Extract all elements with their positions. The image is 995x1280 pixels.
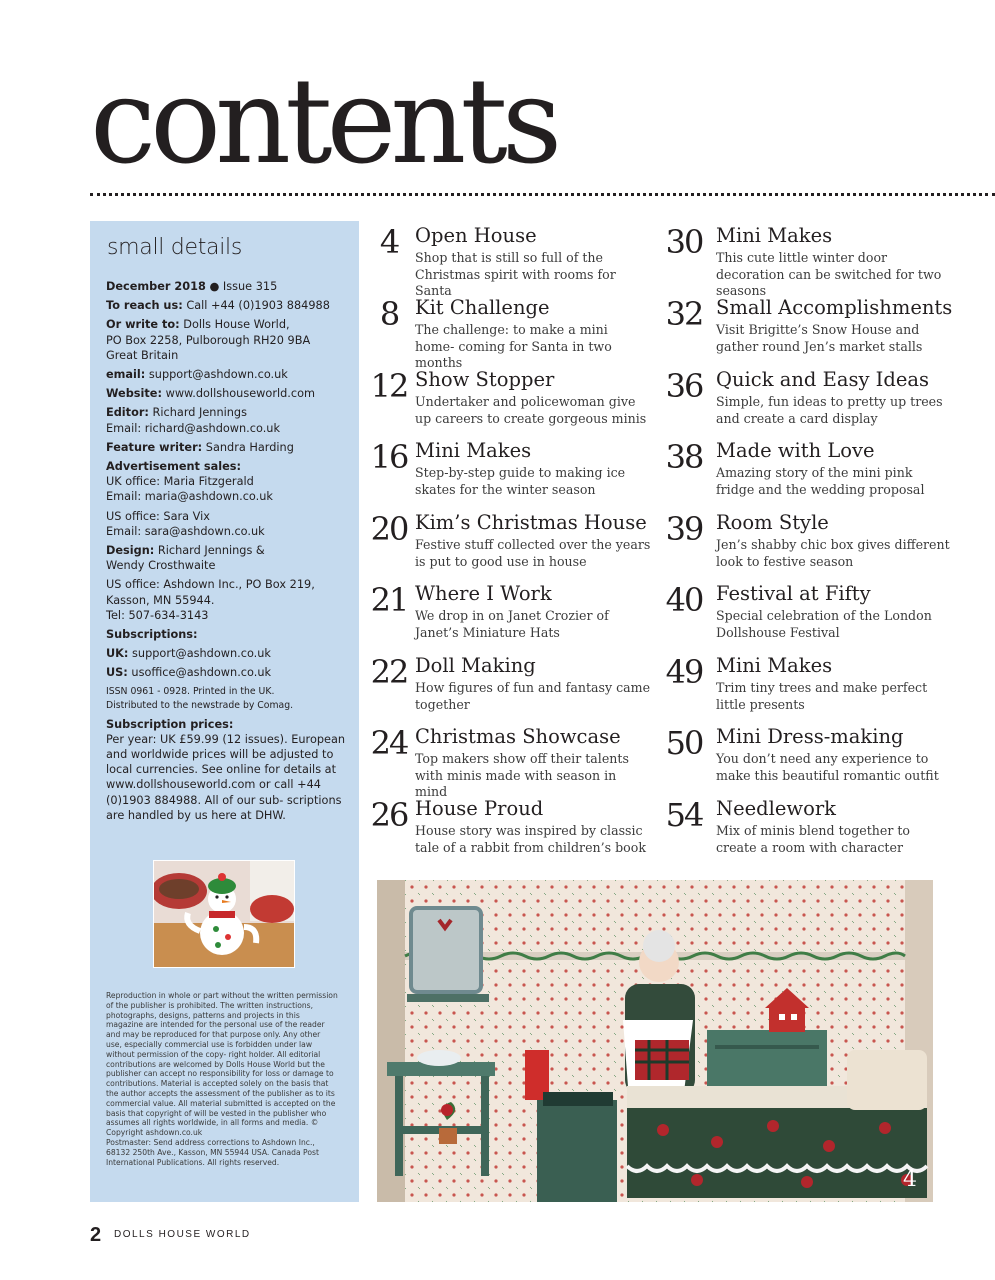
toc-page-number: 30 xyxy=(665,223,703,261)
reach-phone: Call +44 (0)1903 884988 xyxy=(186,299,330,313)
us-office-line: Kasson, MN 55944. xyxy=(106,593,215,607)
editor-label: Editor: xyxy=(106,406,149,420)
toc-page-number: 49 xyxy=(665,653,703,691)
magazine-name: DOLLS HOUSE WORLD xyxy=(114,1229,251,1240)
website-link[interactable]: www.dollshouseworld.com xyxy=(165,387,315,401)
toc-title: Quick and Easy Ideas xyxy=(716,368,930,391)
toc-title: Mini Dress-making xyxy=(716,725,904,748)
toc-description: Top makers show off their talents with minis made with season in mind xyxy=(415,751,629,799)
small-details-sidebar xyxy=(90,221,359,1202)
toc-page-number: 39 xyxy=(665,510,703,548)
us-office-line: US office: Ashdown Inc., PO Box 219, xyxy=(106,578,315,592)
toc-description: Visit Brigitte’s Snow House and gather round Jen’s market stalls xyxy=(716,322,923,354)
prices-text: Per year: UK £59.99 (12 issues). European and worldwide prices will be adjusted to local currencies. See online for details at www.dollshouseworld.com or call +44 (0)1903 884988. All of our sub- scriptions are handled by us here at DHW. xyxy=(106,732,346,822)
ad-us-email[interactable]: Email: sara@ashdown.co.uk xyxy=(106,524,265,538)
email-link[interactable]: support@ashdown.co.uk xyxy=(148,368,288,382)
design-name: Wendy Crosthwaite xyxy=(106,559,216,573)
ad-uk-email[interactable]: Email: maria@ashdown.co.uk xyxy=(106,490,273,504)
toc-description: Jen’s shabby chic box gives different look to festive season xyxy=(716,537,950,569)
toc-description: How figures of fun and fantasy came together xyxy=(415,680,651,712)
toc-title: Kit Challenge xyxy=(415,296,550,319)
sidebar-heading: small details xyxy=(107,235,242,260)
toc-description: Festive stuff collected over the years is put to good use in house xyxy=(415,537,651,569)
design-label: Design: xyxy=(106,544,155,558)
toc-description: Mix of minis blend together to create a room with character xyxy=(716,823,911,855)
photo-page-ref: 4 xyxy=(903,1167,917,1192)
subs-uk-email[interactable]: support@ashdown.co.uk xyxy=(132,647,271,661)
design-name: Richard Jennings & xyxy=(157,544,265,558)
toc-title: Show Stopper xyxy=(415,368,555,391)
toc-page-number: 36 xyxy=(665,367,703,405)
toc-description: Shop that is still so full of the Christmas spirit with rooms for Santa xyxy=(415,250,616,298)
subs-us-email[interactable]: usoffice@ashdown.co.uk xyxy=(131,666,272,680)
toc-description: The challenge: to make a mini home- coming for Santa in two months xyxy=(415,322,612,370)
toc-description: House story was inspired by classic tale of a rabbit from children’s book xyxy=(415,823,646,855)
ad-us-office: US office: Sara Vix xyxy=(106,509,210,523)
distribution-line: Distributed to the newstrade by Comag. xyxy=(106,699,294,711)
toc-description: We drop in on Janet Crozier of Janet’s Miniature Hats xyxy=(415,608,609,640)
issue-date: December 2018 xyxy=(106,280,206,293)
toc-description: Undertaker and policewoman give up careers to create gorgeous minis xyxy=(415,394,647,426)
editor-email[interactable]: Email: richard@ashdown.co.uk xyxy=(106,421,280,435)
toc-title: Made with Love xyxy=(716,439,875,462)
write-label: Or write to: xyxy=(106,318,180,332)
toc-page-number: 22 xyxy=(370,653,408,691)
toc-title: House Proud xyxy=(415,797,544,820)
snowman-teapot-photo xyxy=(153,860,295,968)
toc-page-number: 26 xyxy=(370,796,408,834)
subscriptions-label: Subscriptions: xyxy=(106,628,198,642)
page-number: 2 xyxy=(90,1224,102,1246)
toc-page-number: 12 xyxy=(370,367,408,405)
toc-page-number: 21 xyxy=(370,581,408,619)
toc-description: Simple, fun ideas to pretty up trees and create a card display xyxy=(716,394,943,426)
toc-title: Where I Work xyxy=(415,582,552,605)
prices-label: Subscription prices: xyxy=(106,717,234,731)
dollhouse-bedroom-illustration xyxy=(377,880,933,1202)
issue-number: Issue 315 xyxy=(222,280,278,293)
toc-page-number: 8 xyxy=(379,295,399,333)
toc-description: Step-by-step guide to making ice skates for the winter season xyxy=(415,465,626,497)
toc-title: Christmas Showcase xyxy=(415,725,621,748)
toc-title: Doll Making xyxy=(415,654,536,677)
toc-description: This cute little winter door decoration can be switched for two seasons xyxy=(716,250,942,298)
toc-title: Small Accomplishments xyxy=(716,296,953,319)
email-label: email: xyxy=(106,368,146,382)
toc-page-number: 38 xyxy=(665,438,703,476)
toc-page-number: 32 xyxy=(665,295,703,333)
legal-notice xyxy=(106,991,338,1167)
subs-uk-label: UK: xyxy=(106,647,129,661)
toc-page-number: 50 xyxy=(665,724,703,762)
toc-title: Kim’s Christmas House xyxy=(415,511,647,534)
toc-page-number: 4 xyxy=(379,223,399,261)
toc-description: Amazing story of the mini pink fridge and the wedding proposal xyxy=(716,465,925,497)
subs-us-label: US: xyxy=(106,666,128,680)
toc-page-number: 54 xyxy=(665,796,703,834)
page-title: contents xyxy=(90,52,557,190)
toc-page-number: 24 xyxy=(370,724,408,762)
editor-name: Richard Jennings xyxy=(152,406,247,420)
toc-title: Room Style xyxy=(716,511,829,534)
dollhouse-bedroom-photo xyxy=(377,880,933,1202)
toc-title: Needlework xyxy=(716,797,836,820)
ad-sales-label: Advertisement sales: xyxy=(106,460,242,474)
write-line: PO Box 2258, Pulborough RH20 9BA xyxy=(106,333,311,347)
dotted-divider xyxy=(90,193,995,196)
toc-title: Open House xyxy=(415,224,537,247)
write-line: Great Britain xyxy=(106,348,179,362)
toc-title: Mini Makes xyxy=(716,224,833,247)
website-label: Website: xyxy=(106,387,162,401)
legal-text: Reproduction in whole or part without the written permission of the publisher is prohibited. The written instructions, photographs, designs, patterns and projects in this magazine are intended for the personal use of the reader and may be reproduced for that purpose only. Any other use, especially commercial use is forbidden under law without permission of the copy- right holder. All editorial contributions are welcomed by Dolls House World but the publisher can accept no responsibility for loss or damage to contributions. Material is accepted solely on the basis that the author accepts the assessment of the publisher as to its commercial value. All material submitted is accepted on the basis that copyright of will be vested in the publisher who assumes all rights worldwide, in all forms and media. © Copyright ashdown.co.uk xyxy=(106,991,338,1138)
reach-label: To reach us: xyxy=(106,299,183,313)
toc-description: You don’t need any experience to make this beautiful romantic outfit xyxy=(716,751,939,783)
issn-line: ISSN 0961 - 0928. Printed in the UK. xyxy=(106,685,275,697)
ad-uk-office: UK office: Maria Fitzgerald xyxy=(106,475,254,489)
us-office-line: Tel: 507-634-3143 xyxy=(106,608,209,622)
toc-title: Mini Makes xyxy=(716,654,833,677)
bullet-icon: ● xyxy=(209,280,220,293)
toc-description: Special celebration of the London Dollshouse Festival xyxy=(716,608,932,640)
sidebar-info xyxy=(106,279,351,827)
write-line: Dolls House World, xyxy=(183,318,290,332)
toc-page-number: 16 xyxy=(370,438,408,476)
feature-name: Sandra Harding xyxy=(205,440,294,454)
postmaster-text: Postmaster: Send address corrections to Ashdown Inc., 68132 250th Ave., Kasson, MN 55944 USA. Canada Post International Publications. All rights reserved. xyxy=(106,1137,319,1167)
snowman-teapot-illustration xyxy=(154,861,294,967)
toc-page-number: 40 xyxy=(665,581,703,619)
toc-title: Mini Makes xyxy=(415,439,532,462)
toc-description: Trim tiny trees and make perfect little presents xyxy=(716,680,928,712)
toc-title: Festival at Fifty xyxy=(716,582,871,605)
feature-label: Feature writer: xyxy=(106,440,203,454)
toc-page-number: 20 xyxy=(370,510,408,548)
